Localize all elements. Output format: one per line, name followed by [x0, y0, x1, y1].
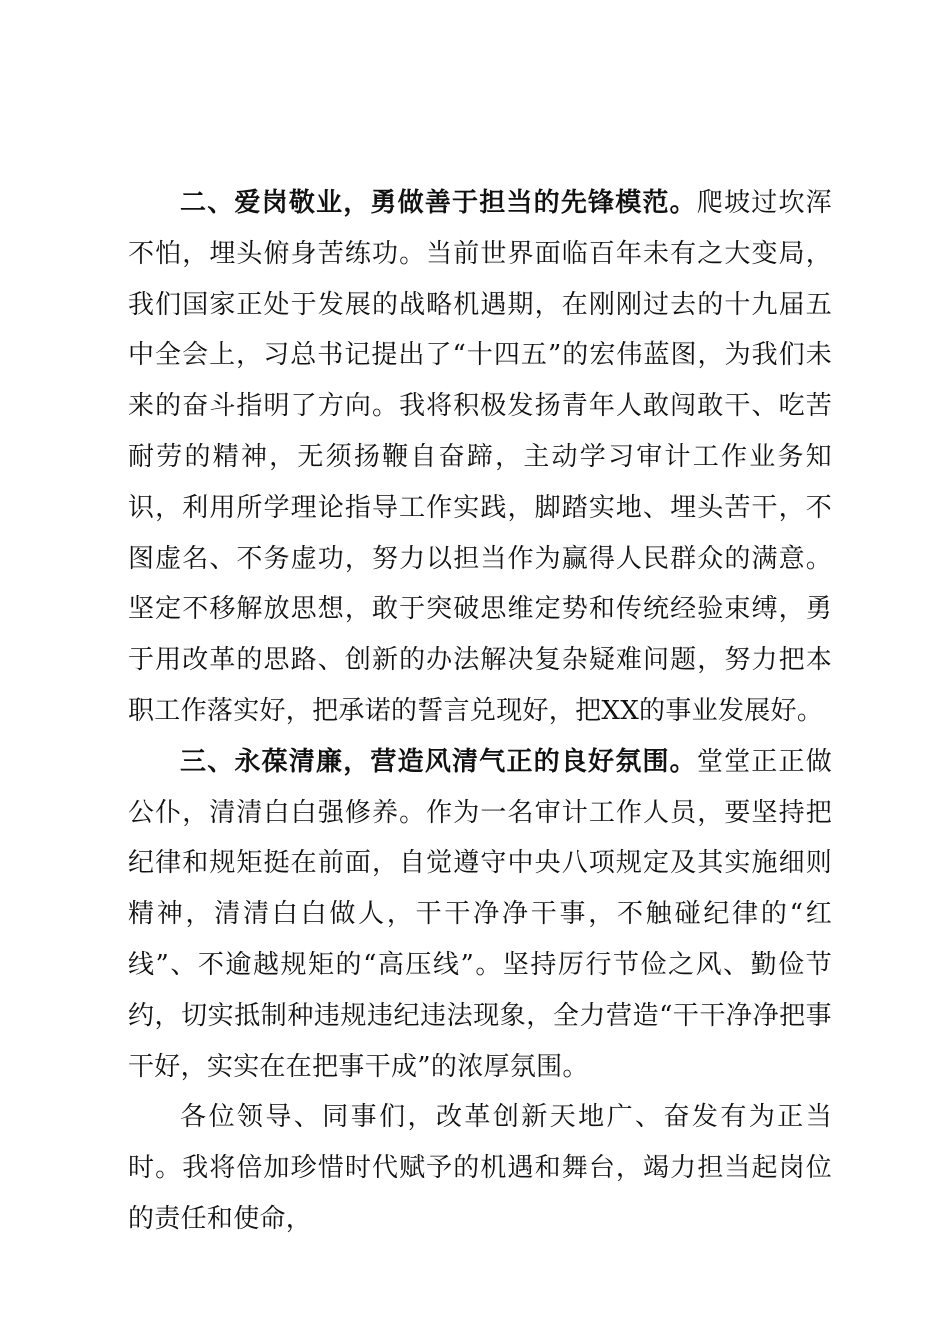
section-heading-three: 三、永葆清廉，营造风清气正的良好氛围。	[180, 746, 697, 777]
section-heading-two: 二、爱岗敬业，勇做善于担当的先锋模范。	[180, 188, 697, 218]
document-page	[128, 178, 832, 1245]
paragraph-section-two	[128, 178, 832, 737]
paragraph-section-three	[128, 737, 832, 1093]
section-body-two: 爬坡过坎浑不怕，埋头俯身苦练功。当前世界面临百年未有之大变局，我们国家正处于发展的战略机遇期，在刚刚过去的十九届五中全会上，习总书记提出了“十四五”的宏伟蓝图，为我们未来的奋斗指明了方向。我将积极发扬青年人敢闯敢干、吃苦耐劳的精神，无须扬鞭自奋蹄，主动学习审计工作业务知识，利用所学理论指导工作实践，脚踏实地、埋头苦干，不图虚名、不务虚功，努力以担当作为赢得人民群众的满意。坚定不移解放思想，敢于突破思维定势和传统经验束缚，勇于用改革的思路、创新的办法解决复杂疑难问题，努力把本职工作落实好，把承诺的誓言兑现好，把XX的事业发展好。	[128, 188, 832, 726]
paragraph-closing	[128, 1092, 832, 1244]
closing-body: 各位领导、同事们，改革创新天地广、奋发有为正当时。我将倍加珍惜时代赋予的机遇和舞台，竭力担当起岗位的责任和使命，	[128, 1102, 832, 1234]
section-body-three: 堂堂正正做公仆，清清白白强修养。作为一名审计工作人员，要坚持把纪律和规矩挺在前面，自觉遵守中央八项规定及其实施细则精神，清清白白做人，干干净净干事，不触碰纪律的“红线”、不逾越规矩的“高压线”。坚持厉行节俭之风、勤俭节约，切实抵制种违规违纪违法现象，全力营造“干干净净把事干好，实实在在把事干成”的浓厚氛围。	[128, 746, 832, 1082]
